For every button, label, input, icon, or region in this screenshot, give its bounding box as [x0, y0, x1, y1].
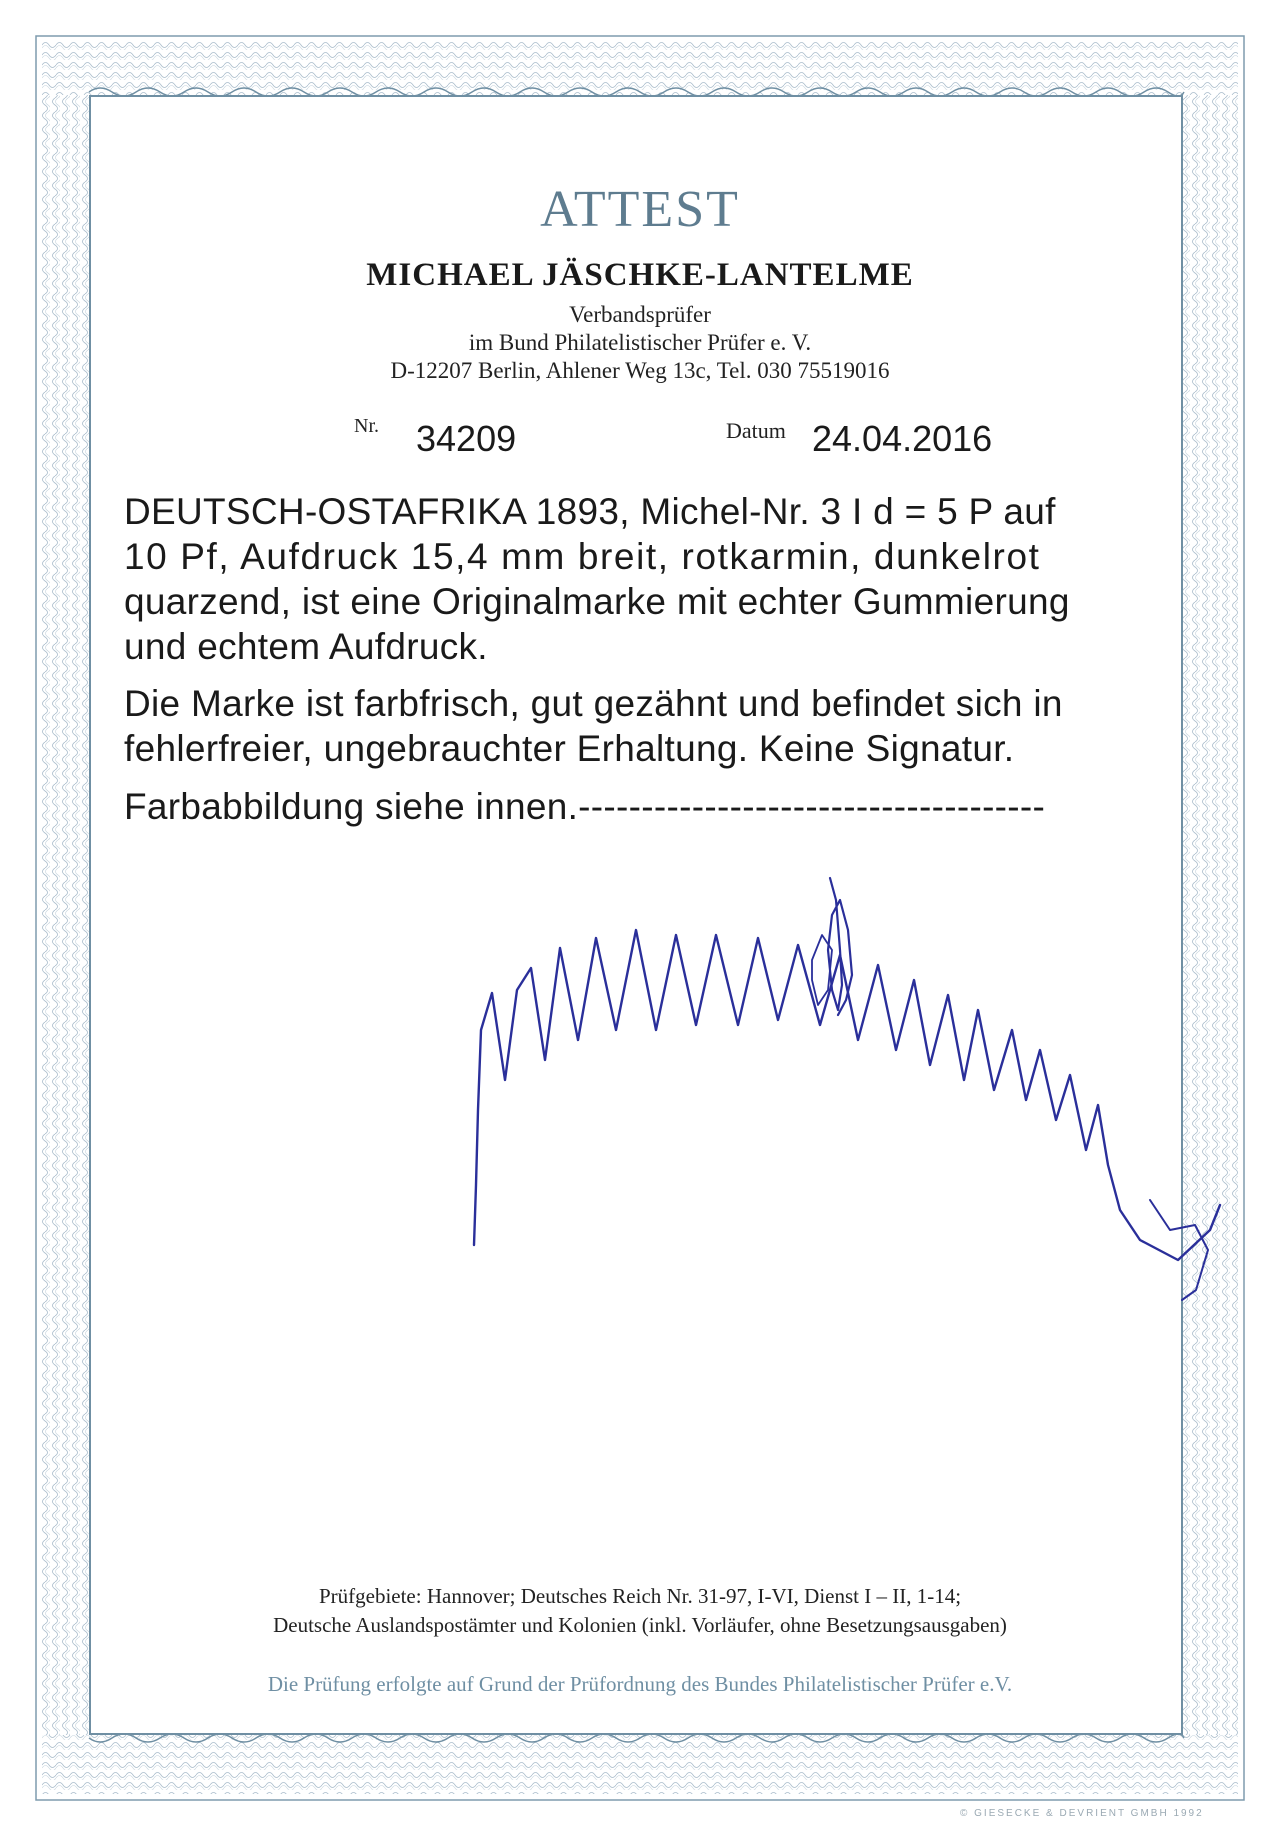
- examiner-role: Verbandsprüfer: [569, 302, 711, 327]
- printer-imprint: © GIESECKE & DEVRIENT GMBH 1992: [960, 1808, 1204, 1819]
- examiner-name: MICHAEL JÄSCHKE-LANTELME: [366, 257, 914, 293]
- examination-scope-line: Deutsche Auslandspostämter und Kolonien (inkl. Vorläufer, ohne Besetzungsausgaben): [273, 1613, 1007, 1637]
- description-line: DEUTSCH-OSTAFRIKA 1893, Michel-Nr. 3 I d = 5 P auf: [124, 491, 1056, 532]
- description-line: quarzend, ist eine Originalmarke mit echter Gummierung: [124, 581, 1070, 622]
- condition-line: Die Marke ist farbfrisch, gut gezähnt und befindet sich in: [124, 683, 1063, 724]
- certificate-date: 24.04.2016: [812, 418, 993, 459]
- condition-line: fehlerfreier, ungebrauchter Erhaltung. Keine Signatur.: [124, 728, 1015, 769]
- examiner-address: D-12207 Berlin, Ahlener Weg 13c, Tel. 030 75519016: [390, 358, 890, 383]
- examination-scope-line: Prüfgebiete: Hannover; Deutsches Reich Nr. 31-97, I-VI, Dienst I – II, 1-14;: [318, 1584, 962, 1608]
- certificate-title: ATTEST: [540, 181, 740, 238]
- certificate-date-label: Datum: [726, 418, 786, 443]
- certificate-number-label: Nr.: [354, 415, 379, 437]
- description-line: und echtem Aufdruck.: [124, 626, 488, 667]
- examination-regulation-note: Die Prüfung erfolgte auf Grund der Prüfordnung des Bundes Philatelistischer Prüfer e.V.: [267, 1672, 1013, 1696]
- color-image-note: Farbabbildung siehe innen.-------------------------------------: [124, 786, 1046, 827]
- examiner-organization: im Bund Philatelistischer Prüfer e. V.: [468, 330, 812, 355]
- description-line: 10 Pf, Aufdruck 15,4 mm breit, rotkarmin, dunkelrot: [124, 536, 1041, 577]
- certificate-number: 34209: [416, 418, 517, 459]
